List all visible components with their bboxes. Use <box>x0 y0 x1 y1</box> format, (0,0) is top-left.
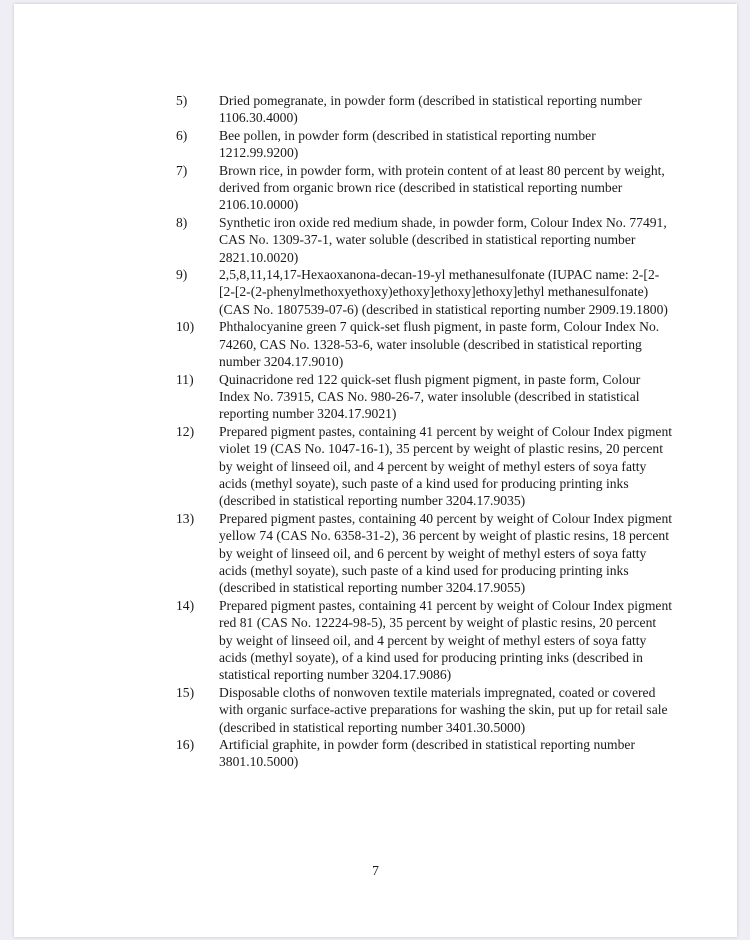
list-item <box>162 318 672 370</box>
item-text: Prepared pigment pastes, containing 41 percent by weight of Colour Index pigment red 81 (CAS No. 12224-98-5), 35 percent by weight of plastic resins, 20 percent by weight of linseed oil, and 4 percent by weight of methyl esters of soya fatty acids (methyl soyate), of a kind used for producing printing inks (described in statistical reporting number 3204.17.9086) <box>219 597 673 683</box>
list-item <box>162 736 672 771</box>
page-number: 7 <box>372 863 379 878</box>
list-item <box>162 684 672 736</box>
item-text: Quinacridone red 122 quick-set flush pigment pigment, in paste form, Colour Index No. 73915, CAS No. 980-26-7, water insoluble (described in statistical reporting number 3204.17.9021) <box>219 371 641 422</box>
list-item <box>162 266 672 318</box>
item-text: Prepared pigment pastes, containing 41 percent by weight of Colour Index pigment violet 19 (CAS No. 1047-16-1), 35 percent by weight of plastic resins, 20 percent by weight of linseed oil, and 4 percent by weight of methyl esters of soya fatty acids (methyl soyate), such paste of a kind used for producing printing inks (described in statistical reporting number 3204.17.9035) <box>219 423 673 509</box>
item-number: 10) <box>176 319 195 335</box>
list-item <box>162 162 672 214</box>
item-text: Phthalocyanine green 7 quick-set flush pigment, in paste form, Colour Index No. 74260, CAS No. 1328-53-6, water insoluble (described in statistical reporting number 3204.17.9010) <box>219 319 660 370</box>
item-text: Artificial graphite, in powder form (described in statistical reporting number 3801.10.5000) <box>219 737 635 770</box>
item-number: 8) <box>176 214 188 230</box>
item-number: 14) <box>176 597 195 613</box>
item-number: 15) <box>176 684 195 700</box>
list-item <box>162 510 672 597</box>
item-number: 6) <box>176 127 188 143</box>
item-text: Synthetic iron oxide red medium shade, in powder form, Colour Index No. 77491, CAS No. 1309-37-1, water soluble (described in statistical reporting number 2821.10.0020) <box>219 214 667 265</box>
list-item <box>162 127 672 162</box>
item-text: Disposable cloths of nonwoven textile materials impregnated, coated or covered with organic surface-active preparations for washing the skin, put up for retail sale (described in statistical reporting number 3401.30.5000) <box>219 684 668 735</box>
item-number: 16) <box>176 737 195 753</box>
item-number: 11) <box>176 371 194 387</box>
list-item <box>162 92 672 127</box>
item-text: Brown rice, in powder form, with protein content of at least 80 percent by weight, derived from organic brown rice (described in statistical reporting number 2106.10.0000) <box>219 162 665 213</box>
item-number: 7) <box>176 162 188 178</box>
list-item <box>162 371 672 423</box>
item-number: 9) <box>176 267 188 283</box>
list-item <box>162 214 672 266</box>
list-item <box>162 423 672 510</box>
list-item <box>162 597 672 684</box>
item-text: Prepared pigment pastes, containing 40 percent by weight of Colour Index pigment yellow 74 (CAS No. 6358-31-2), 36 percent by weight of plastic resins, 18 percent by weight of linseed oil, and 6 percent by weight of methyl esters of soya fatty acids (methyl soyate), such paste of a kind used for producing printing inks (described in statistical reporting number 3204.17.9055) <box>219 510 673 596</box>
item-number: 12) <box>176 423 195 439</box>
item-text: Dried pomegranate, in powder form (described in statistical reporting number 1106.30.4000) <box>219 93 642 126</box>
item-number: 5) <box>176 93 188 108</box>
document-page <box>14 4 737 937</box>
item-text: Bee pollen, in powder form (described in statistical reporting number 1212.99.9200) <box>219 127 596 161</box>
numbered-item-list <box>162 92 672 771</box>
item-number: 13) <box>176 510 195 526</box>
item-text: 2,5,8,11,14,17-Hexaoxanona-decan-19-yl methanesulfonate (IUPAC name: 2-[2-[2-[2-(2-phenylmethoxyethoxy)ethoxy]ethoxy]ethoxy]ethyl methanesulfonate) (CAS No. 1807539-07-6) (described in statistical reporting number 2909.19.1800) <box>219 267 668 317</box>
